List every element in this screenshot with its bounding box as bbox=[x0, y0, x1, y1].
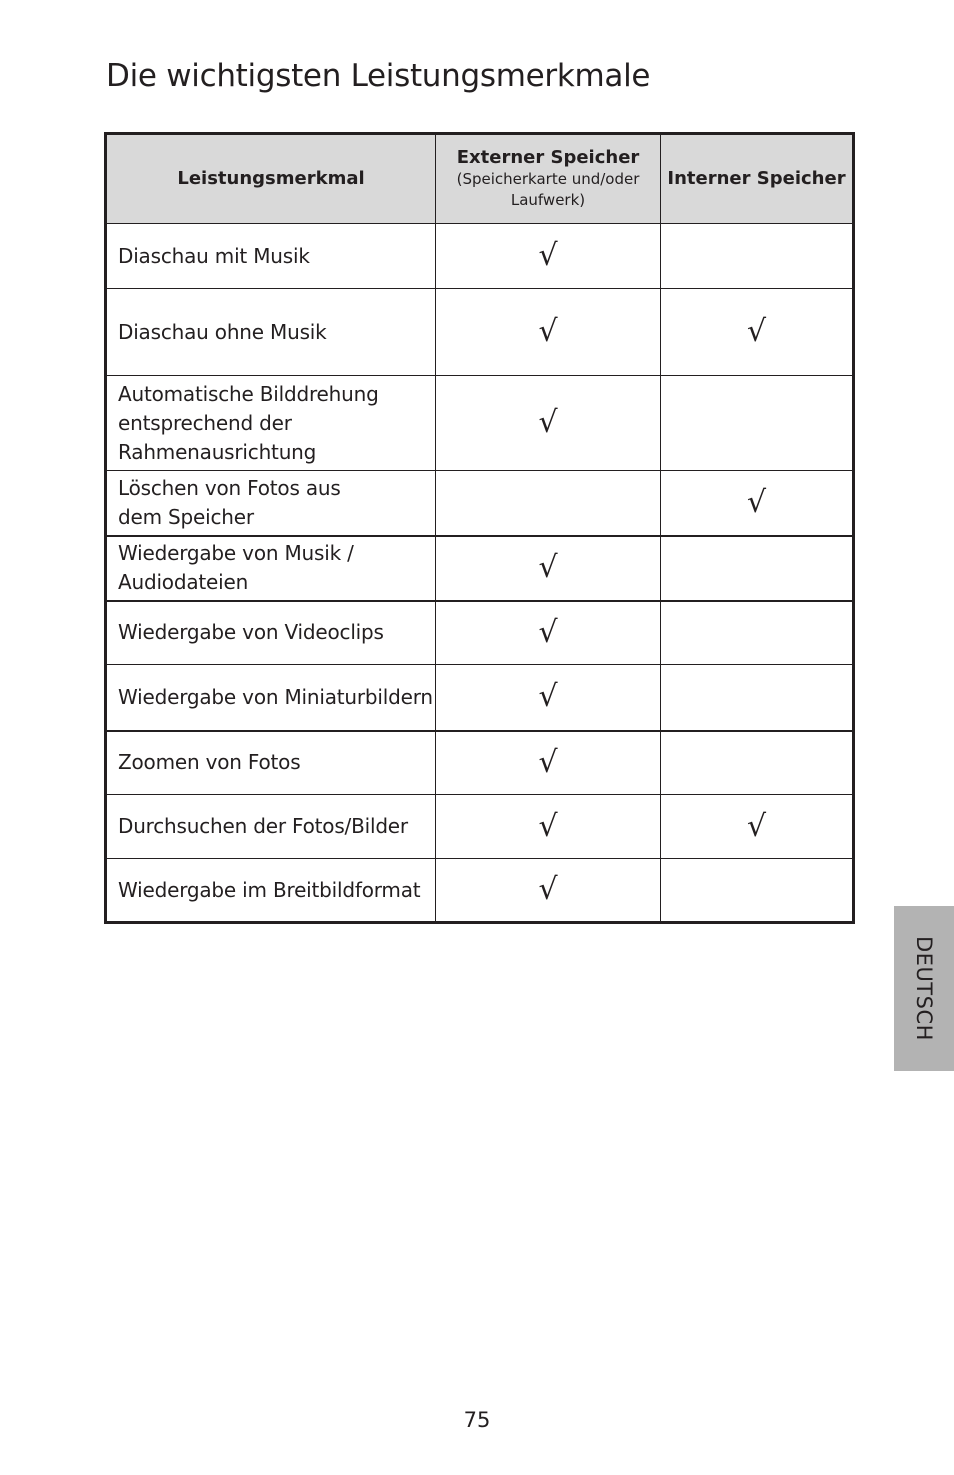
internal-storage-cell bbox=[661, 795, 854, 859]
checkmark-icon: √ bbox=[538, 872, 558, 907]
internal-storage-cell bbox=[661, 289, 854, 376]
header-feature: Leistungsmerkmal bbox=[106, 134, 436, 224]
feature-name: Wiedergabe von Videoclips bbox=[106, 601, 436, 665]
internal-storage-cell bbox=[661, 859, 854, 923]
external-storage-cell bbox=[436, 601, 661, 665]
table-row bbox=[106, 795, 854, 859]
page-number: 75 bbox=[463, 1408, 491, 1432]
table-row bbox=[106, 731, 854, 795]
external-storage-cell bbox=[436, 536, 661, 601]
feature-name: Wiedergabe von Miniaturbildern bbox=[106, 665, 436, 731]
table-row bbox=[106, 376, 854, 471]
external-storage-cell bbox=[436, 471, 661, 536]
feature-name: Wiedergabe im Breitbildformat bbox=[106, 859, 436, 923]
external-storage-cell bbox=[436, 289, 661, 376]
table-row bbox=[106, 536, 854, 601]
feature-name: Wiedergabe von Musik / Audiodateien bbox=[106, 536, 436, 601]
checkmark-icon: √ bbox=[538, 614, 558, 650]
language-tab-label: DEUTSCH bbox=[912, 936, 936, 1041]
checkmark-icon: √ bbox=[538, 238, 558, 273]
feature-name: Automatische Bilddrehung entsprechend der Rahmenausrichtung bbox=[106, 376, 436, 471]
table-row bbox=[106, 665, 854, 731]
checkmark-icon: √ bbox=[746, 808, 767, 844]
checkmark-icon: √ bbox=[746, 484, 767, 520]
internal-storage-cell bbox=[661, 376, 854, 471]
external-storage-cell bbox=[436, 376, 661, 471]
feature-name: Löschen von Fotos aus dem Speicher bbox=[106, 471, 436, 536]
header-internal: Interner Speicher bbox=[661, 134, 854, 224]
table-row bbox=[106, 289, 854, 376]
internal-storage-cell bbox=[661, 601, 854, 665]
language-tab bbox=[894, 906, 954, 1071]
header-external bbox=[436, 134, 661, 224]
internal-storage-cell bbox=[661, 224, 854, 289]
checkmark-icon: √ bbox=[538, 808, 558, 844]
feature-name: Durchsuchen der Fotos/Bilder bbox=[106, 795, 436, 859]
internal-storage-cell bbox=[661, 665, 854, 731]
header-external-sublabel: (Speicherkarte und/oder Laufwerk) bbox=[456, 170, 640, 209]
checkmark-icon: √ bbox=[538, 679, 558, 715]
feature-name: Diaschau ohne Musik bbox=[106, 289, 436, 376]
checkmark-icon: √ bbox=[746, 314, 767, 349]
external-storage-cell bbox=[436, 665, 661, 731]
external-storage-cell bbox=[436, 224, 661, 289]
header-external-label: Externer Speicher bbox=[456, 147, 640, 168]
table-row bbox=[106, 601, 854, 665]
page-title: Die wichtigsten Leistungsmerkmale bbox=[106, 58, 651, 94]
checkmark-icon: √ bbox=[538, 314, 558, 349]
checkmark-icon: √ bbox=[538, 744, 558, 780]
internal-storage-cell bbox=[661, 731, 854, 795]
table-row bbox=[106, 859, 854, 923]
table-header-row bbox=[106, 134, 854, 224]
internal-storage-cell bbox=[661, 536, 854, 601]
external-storage-cell bbox=[436, 795, 661, 859]
external-storage-cell bbox=[436, 859, 661, 923]
feature-name: Diaschau mit Musik bbox=[106, 224, 436, 289]
internal-storage-cell bbox=[661, 471, 854, 536]
checkmark-icon: √ bbox=[538, 550, 558, 585]
checkmark-icon: √ bbox=[538, 405, 558, 440]
table-row bbox=[106, 471, 854, 536]
table-row bbox=[106, 224, 854, 289]
external-storage-cell bbox=[436, 731, 661, 795]
feature-name: Zoomen von Fotos bbox=[106, 731, 436, 795]
feature-table bbox=[104, 132, 855, 924]
